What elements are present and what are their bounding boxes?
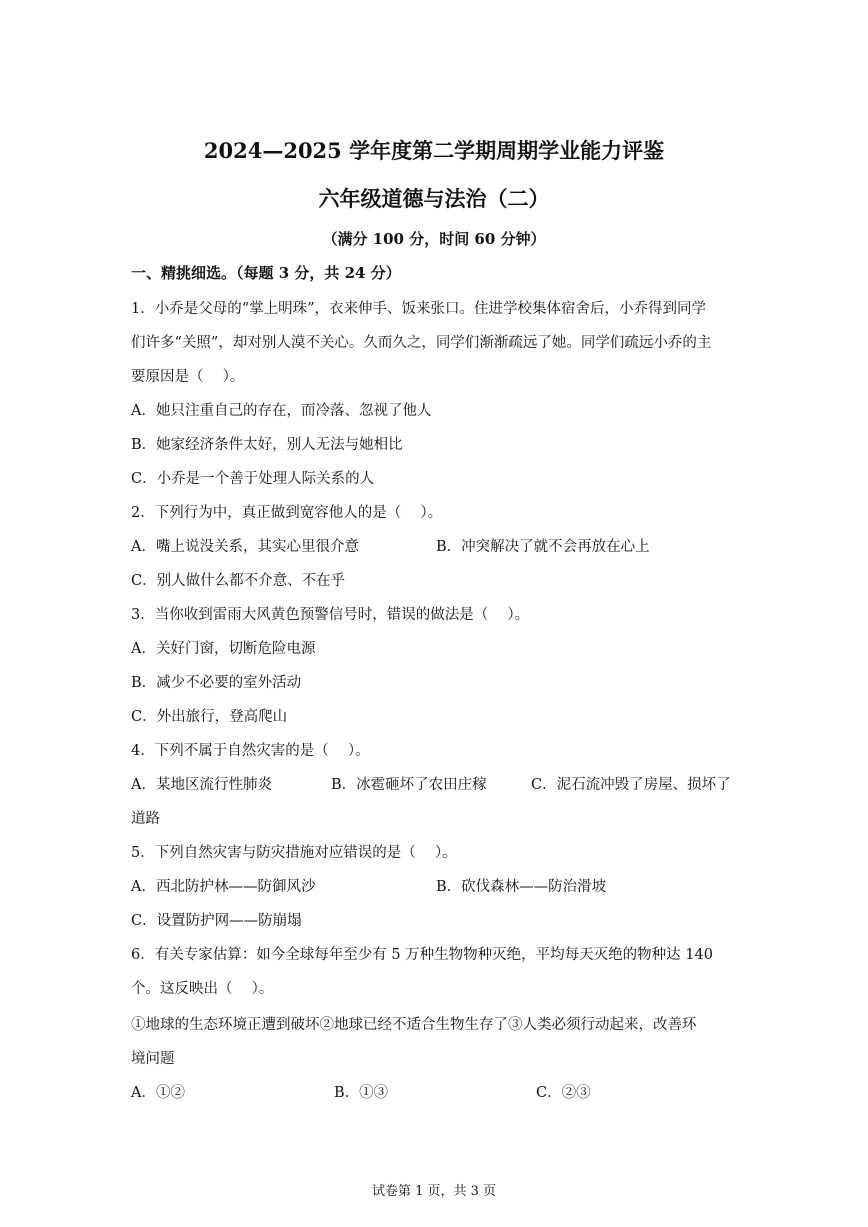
question-1-option-b: B．她家经济条件太好，别人无法与她相比: [131, 437, 403, 453]
question-2-option-c: C．别人做什么都不介意、不在乎: [131, 573, 346, 589]
question-3-option-c: C．外出旅行，登高爬山: [131, 709, 288, 725]
question-5-option-b: B．砍伐森林——防治滑坡: [436, 879, 607, 895]
question-1-option-a: A．她只注重自己的存在，而冷落、忽视了他人: [131, 403, 432, 419]
question-6-statements-line-1: ①地球的生态环境正遭到破坏②地球已经不适合生物生存了③人类必须行动起来，改善环: [131, 1017, 697, 1033]
question-4-option-c: C．泥石流冲毁了房屋、损坏了: [531, 777, 731, 793]
exam-score-time-note: （满分 100 分，时间 60 分钟）: [322, 230, 546, 248]
question-1-option-c: C．小乔是一个善于处理人际关系的人: [131, 471, 375, 487]
question-4-option-c-continued: 道路: [131, 811, 160, 827]
question-2-stem: 2．下列行为中，真正做到宽容他人的是（ ）。: [131, 505, 443, 521]
exam-subtitle: 六年级道德与法治（二）: [318, 186, 550, 211]
question-5-stem: 5．下列自然灾害与防灾措施对应错误的是（ ）。: [131, 845, 457, 861]
exam-title: 2024—2025 学年度第二学期周期学业能力评鉴: [203, 138, 665, 163]
question-6-option-a: A．①②: [131, 1085, 185, 1101]
question-6-statements-line-2: 境问题: [131, 1051, 175, 1067]
question-1-stem-line-2: 们许多“关照”，却对别人漠不关心。久而久之，同学们渐渐疏远了她。同学们疏远小乔的主: [131, 335, 712, 351]
question-4-option-a: A．某地区流行性肺炎: [131, 777, 272, 793]
question-6-option-c: C．②③: [536, 1085, 591, 1101]
question-4-option-b: B．冰雹砸坏了农田庄稼: [331, 777, 487, 793]
question-3-stem: 3．当你收到雷雨大风黄色预警信号时，错误的做法是（ ）。: [131, 607, 530, 623]
question-6-option-b: B．①③: [334, 1085, 389, 1101]
question-6-stem-line-1: 6．有关专家估算：如今全球每年至少有 5 万种生物物种灭绝，平均每天灭绝的物种达 140: [131, 947, 713, 963]
page-footer: 试卷第 1 页，共 3 页: [371, 1184, 497, 1199]
question-3-option-b: B．减少不必要的室外活动: [131, 675, 302, 691]
question-1-stem-line-1: 1．小乔是父母的“掌上明珠”，衣来伸手、饭来张口。住进学校集体宿舍后，小乔得到同学: [131, 301, 707, 317]
question-3-option-a: A．关好门窗，切断危险电源: [131, 641, 316, 657]
question-2-option-b: B．冲突解决了就不会再放在心上: [436, 539, 650, 555]
question-6-stem-line-2: 个。这反映出（ ）。: [131, 981, 274, 997]
question-4-stem: 4．下列不属于自然灾害的是（ ）。: [131, 743, 370, 759]
question-5-option-c: C．设置防护网——防崩塌: [131, 913, 302, 929]
question-1-stem-line-3: 要原因是（ ）。: [131, 369, 245, 385]
question-2-option-a: A．嘴上说没关系，其实心里很介意: [131, 539, 359, 555]
question-5-option-a: A．西北防护林——防御风沙: [131, 879, 316, 895]
section-heading: 一、精挑细选。（每题 3 分，共 24 分）: [131, 264, 401, 282]
